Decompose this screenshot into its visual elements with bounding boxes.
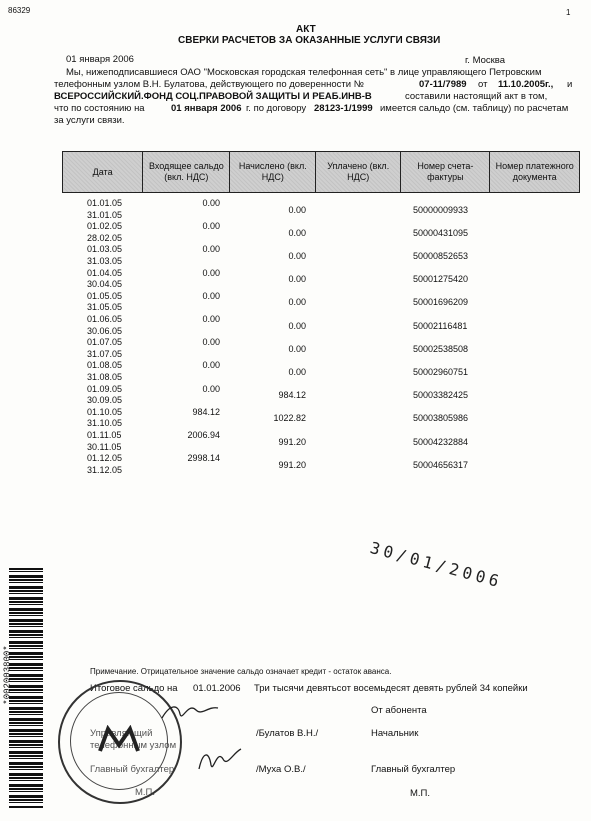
cell-accrued: 0.00 — [288, 251, 306, 261]
mp-right: М.П. — [410, 788, 431, 799]
cell-period-end: 31.05.05 — [87, 302, 123, 313]
doc-title: АКТ — [296, 24, 316, 35]
cell-accrued: 0.00 — [288, 274, 306, 285]
final-balance-date: 01.01.2006 — [193, 683, 241, 694]
cell-opening-balance: 0.00 — [202, 244, 220, 255]
intro-line-3b: составили настоящий акт в том, — [405, 91, 548, 102]
intro-counterparty: ВСЕРОССИЙСКИЙ.ФОНД СОЦ.ПРАВОВОЙ ЗАЩИТЫ И РЕАБ.ИНВ-В — [54, 91, 372, 102]
cell-invoice-number: 50004232884 — [413, 436, 469, 447]
cell-invoice-number: 50003382425 — [413, 390, 469, 401]
cell-period-start: 01.11.05 — [87, 430, 122, 440]
seal-logo — [96, 725, 142, 755]
barcode-text: *002003800* — [2, 645, 13, 705]
cell-opening-balance: 2006.94 — [187, 430, 220, 440]
doc-city: г. Москва — [465, 55, 506, 66]
cell-opening-balance: 0.00 — [202, 383, 220, 394]
cell-period-end: 31.10.05 — [87, 418, 123, 429]
intro-poa-date: 11.10.2005г., — [498, 79, 554, 90]
cell-period-end: 31.03.05 — [87, 256, 123, 266]
cell-period-start: 01.08.05 — [87, 360, 123, 371]
cell-accrued: 0.00 — [288, 343, 306, 354]
intro-line-5: за услуги связи. — [54, 115, 125, 126]
doc-number: 86329 — [8, 6, 31, 15]
left-node: телефонным узлом — [90, 740, 177, 751]
sign-acc-name: /Муха О.В./ — [256, 764, 306, 775]
cell-invoice-number: 50003805986 — [413, 413, 469, 424]
header-opening-balance: Входящее сальдо (вкл. НДС) — [143, 152, 230, 193]
cell-opening-balance: 0.00 — [202, 360, 220, 371]
cell-period-end: 30.09.05 — [87, 395, 123, 406]
sign-acc-title: Главный бухгалтер — [371, 764, 456, 775]
signature-head — [160, 700, 220, 722]
cell-period-start: 01.01.05 — [87, 198, 123, 208]
cell-invoice-number: 50002538508 — [413, 343, 469, 354]
cell-period-start: 01.03.05 — [87, 244, 123, 255]
cell-invoice-number: 50000852653 — [413, 251, 469, 261]
cell-opening-balance: 984.12 — [192, 406, 220, 417]
intro-balance-date: 01 января 2006 — [171, 103, 242, 114]
cell-opening-balance: 0.00 — [202, 221, 220, 232]
cell-opening-balance: 0.00 — [202, 290, 220, 301]
cell-period-end: 30.06.05 — [87, 325, 123, 336]
cell-accrued: 991.20 — [278, 436, 306, 447]
cell-accrued: 1022.82 — [273, 413, 306, 424]
handwritten-date: 30/01/2006 — [368, 538, 505, 592]
left-head-title: Управляющий — [90, 728, 153, 739]
cell-period-end: 30.04.05 — [87, 279, 123, 290]
cell-invoice-number: 50004656317 — [413, 459, 469, 470]
final-balance-label: Итоговое сальдо на — [90, 683, 178, 694]
cell-accrued: 0.00 — [288, 367, 306, 377]
page-number: 1 — [566, 8, 571, 17]
reconciliation-table-header — [62, 151, 580, 193]
cell-accrued: 991.20 — [278, 459, 306, 470]
sign-head-name: /Булатов В.Н./ — [256, 728, 319, 739]
cell-period-start: 01.02.05 — [87, 221, 123, 232]
cell-invoice-number: 50001275420 — [413, 274, 469, 285]
doc-date: 01 января 2006 — [66, 54, 134, 65]
cell-opening-balance: 2998.14 — [187, 453, 220, 464]
intro-line-4a: что по состоянию на — [54, 103, 145, 114]
cell-period-start: 01.12.05 — [87, 453, 123, 464]
header-invoice-number: Номер счета-фактуры — [401, 152, 490, 193]
intro-poa-number: 07-11/7989 — [419, 79, 467, 90]
cell-opening-balance: 0.00 — [202, 198, 220, 208]
cell-accrued: 984.12 — [278, 390, 306, 401]
cell-period-start: 01.09.05 — [87, 383, 123, 394]
intro-and: и — [567, 79, 573, 90]
left-acc-title: Главный бухгалтер — [90, 764, 175, 775]
cell-period-start: 01.10.05 — [87, 406, 123, 417]
cell-opening-balance: 0.00 — [202, 267, 220, 278]
cell-period-end: 28.02.05 — [87, 232, 123, 243]
intro-line-1: Мы, нижеподписавшиеся ОАО "Московская городская телефонная сеть" в лице управляющего Петровским — [66, 67, 542, 78]
cell-period-start: 01.05.05 — [87, 290, 123, 301]
barcode — [9, 568, 43, 808]
cell-period-start: 01.04.05 — [87, 267, 123, 278]
cell-period-end: 31.01.05 — [87, 209, 123, 220]
cell-accrued: 0.00 — [288, 204, 306, 215]
cell-invoice-number: 50000431095 — [413, 227, 469, 238]
cell-accrued: 0.00 — [288, 227, 306, 238]
header-date: Дата — [63, 152, 143, 193]
final-balance-amount: Три тысячи девятьсот восемьдесят девять рублей 34 копейки — [254, 683, 528, 694]
cell-accrued: 0.00 — [288, 297, 306, 308]
signature-accountant — [195, 745, 245, 775]
header-accrued: Начислено (вкл. НДС) — [230, 152, 316, 193]
cell-period-end: 30.11.05 — [87, 441, 122, 452]
intro-from: от — [478, 79, 488, 90]
cell-invoice-number: 50000009933 — [413, 204, 469, 215]
cell-invoice-number: 50002960751 — [413, 367, 469, 377]
cell-period-end: 31.08.05 — [87, 372, 123, 382]
note: Примечание. Отрицательное значение сальдо означает кредит - остаток аванса. — [90, 667, 392, 676]
from-subscriber: От абонента — [371, 705, 427, 716]
left-mp: М.П. — [135, 787, 156, 798]
intro-line-4e: имеется сальдо (см. таблицу) по расчетам — [380, 103, 569, 114]
doc-subtitle: СВЕРКИ РАСЧЕТОВ ЗА ОКАЗАННЫЕ УСЛУГИ СВЯЗИ — [178, 35, 441, 46]
sign-head-title: Начальник — [371, 728, 419, 739]
cell-period-start: 01.06.05 — [87, 314, 123, 324]
cell-period-start: 01.07.05 — [87, 337, 123, 348]
cell-accrued: 0.00 — [288, 320, 306, 331]
cell-period-end: 31.12.05 — [87, 464, 123, 475]
header-paid: Уплачено (вкл. НДС) — [316, 152, 401, 193]
intro-line-4c: г. по договору — [246, 103, 307, 114]
cell-opening-balance: 0.00 — [202, 337, 220, 348]
cell-invoice-number: 50002116481 — [413, 320, 468, 331]
intro-line-2a: телефонным узлом В.Н. Булатова, действующего по доверенности № — [54, 79, 364, 90]
header-payment-doc: Номер платежного документа — [490, 152, 580, 193]
cell-period-end: 31.07.05 — [87, 348, 123, 359]
intro-contract-number: 28123-1/1999 — [314, 103, 373, 114]
cell-invoice-number: 50001696209 — [413, 297, 469, 308]
cell-opening-balance: 0.00 — [202, 314, 220, 324]
